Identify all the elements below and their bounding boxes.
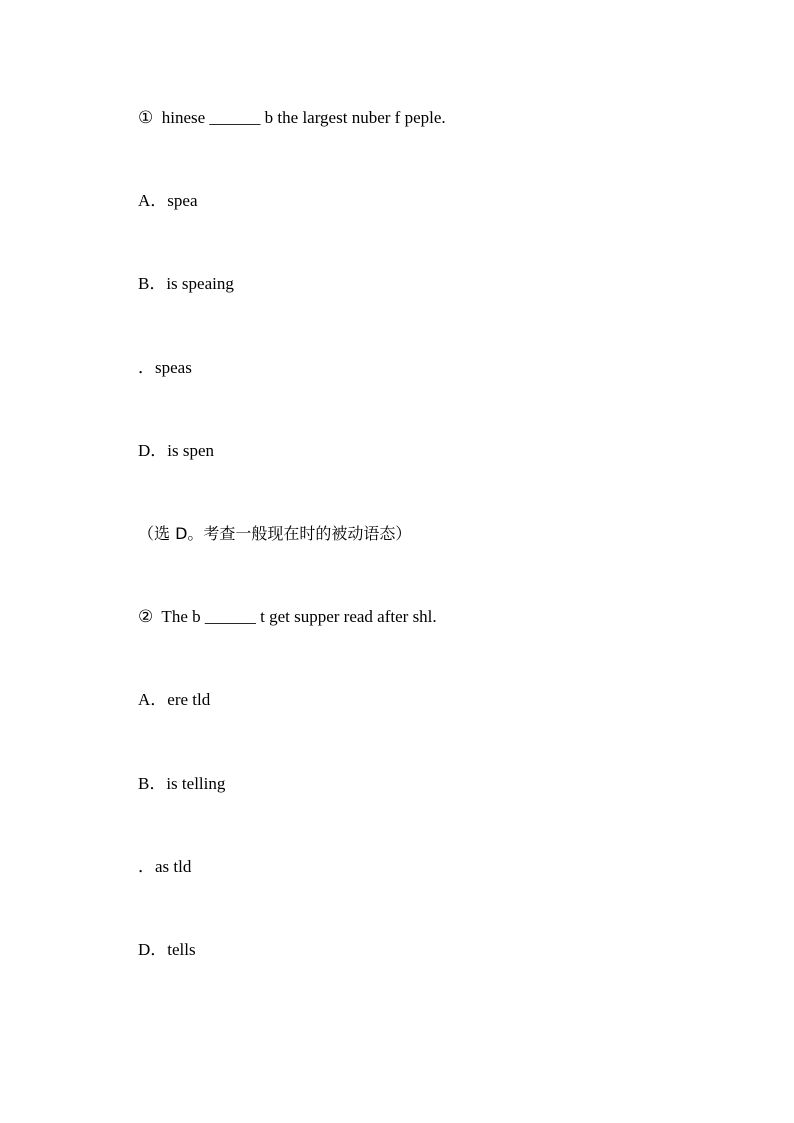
question-2-option-b: B．is telling [138, 774, 226, 793]
question-1-answer-note: （选 D。考查一般现在时的被动语态） [138, 524, 412, 543]
question-1-stem: ① hinese ______ b the largest nuber f peple. [138, 108, 446, 127]
question-2-stem: ② The b ______ t get supper read after shl. [138, 607, 437, 626]
question-2-option-a: A．ere tld [138, 690, 211, 709]
question-1-option-d: D．is spen [138, 441, 215, 460]
question-1-option-c: ．speas [138, 358, 192, 377]
question-1-option-a: A．spea [138, 191, 198, 210]
question-2-option-d: D．tells [138, 940, 196, 959]
question-1-option-b: B．is speaing [138, 274, 234, 293]
question-2-option-c: ．as tld [138, 857, 192, 876]
